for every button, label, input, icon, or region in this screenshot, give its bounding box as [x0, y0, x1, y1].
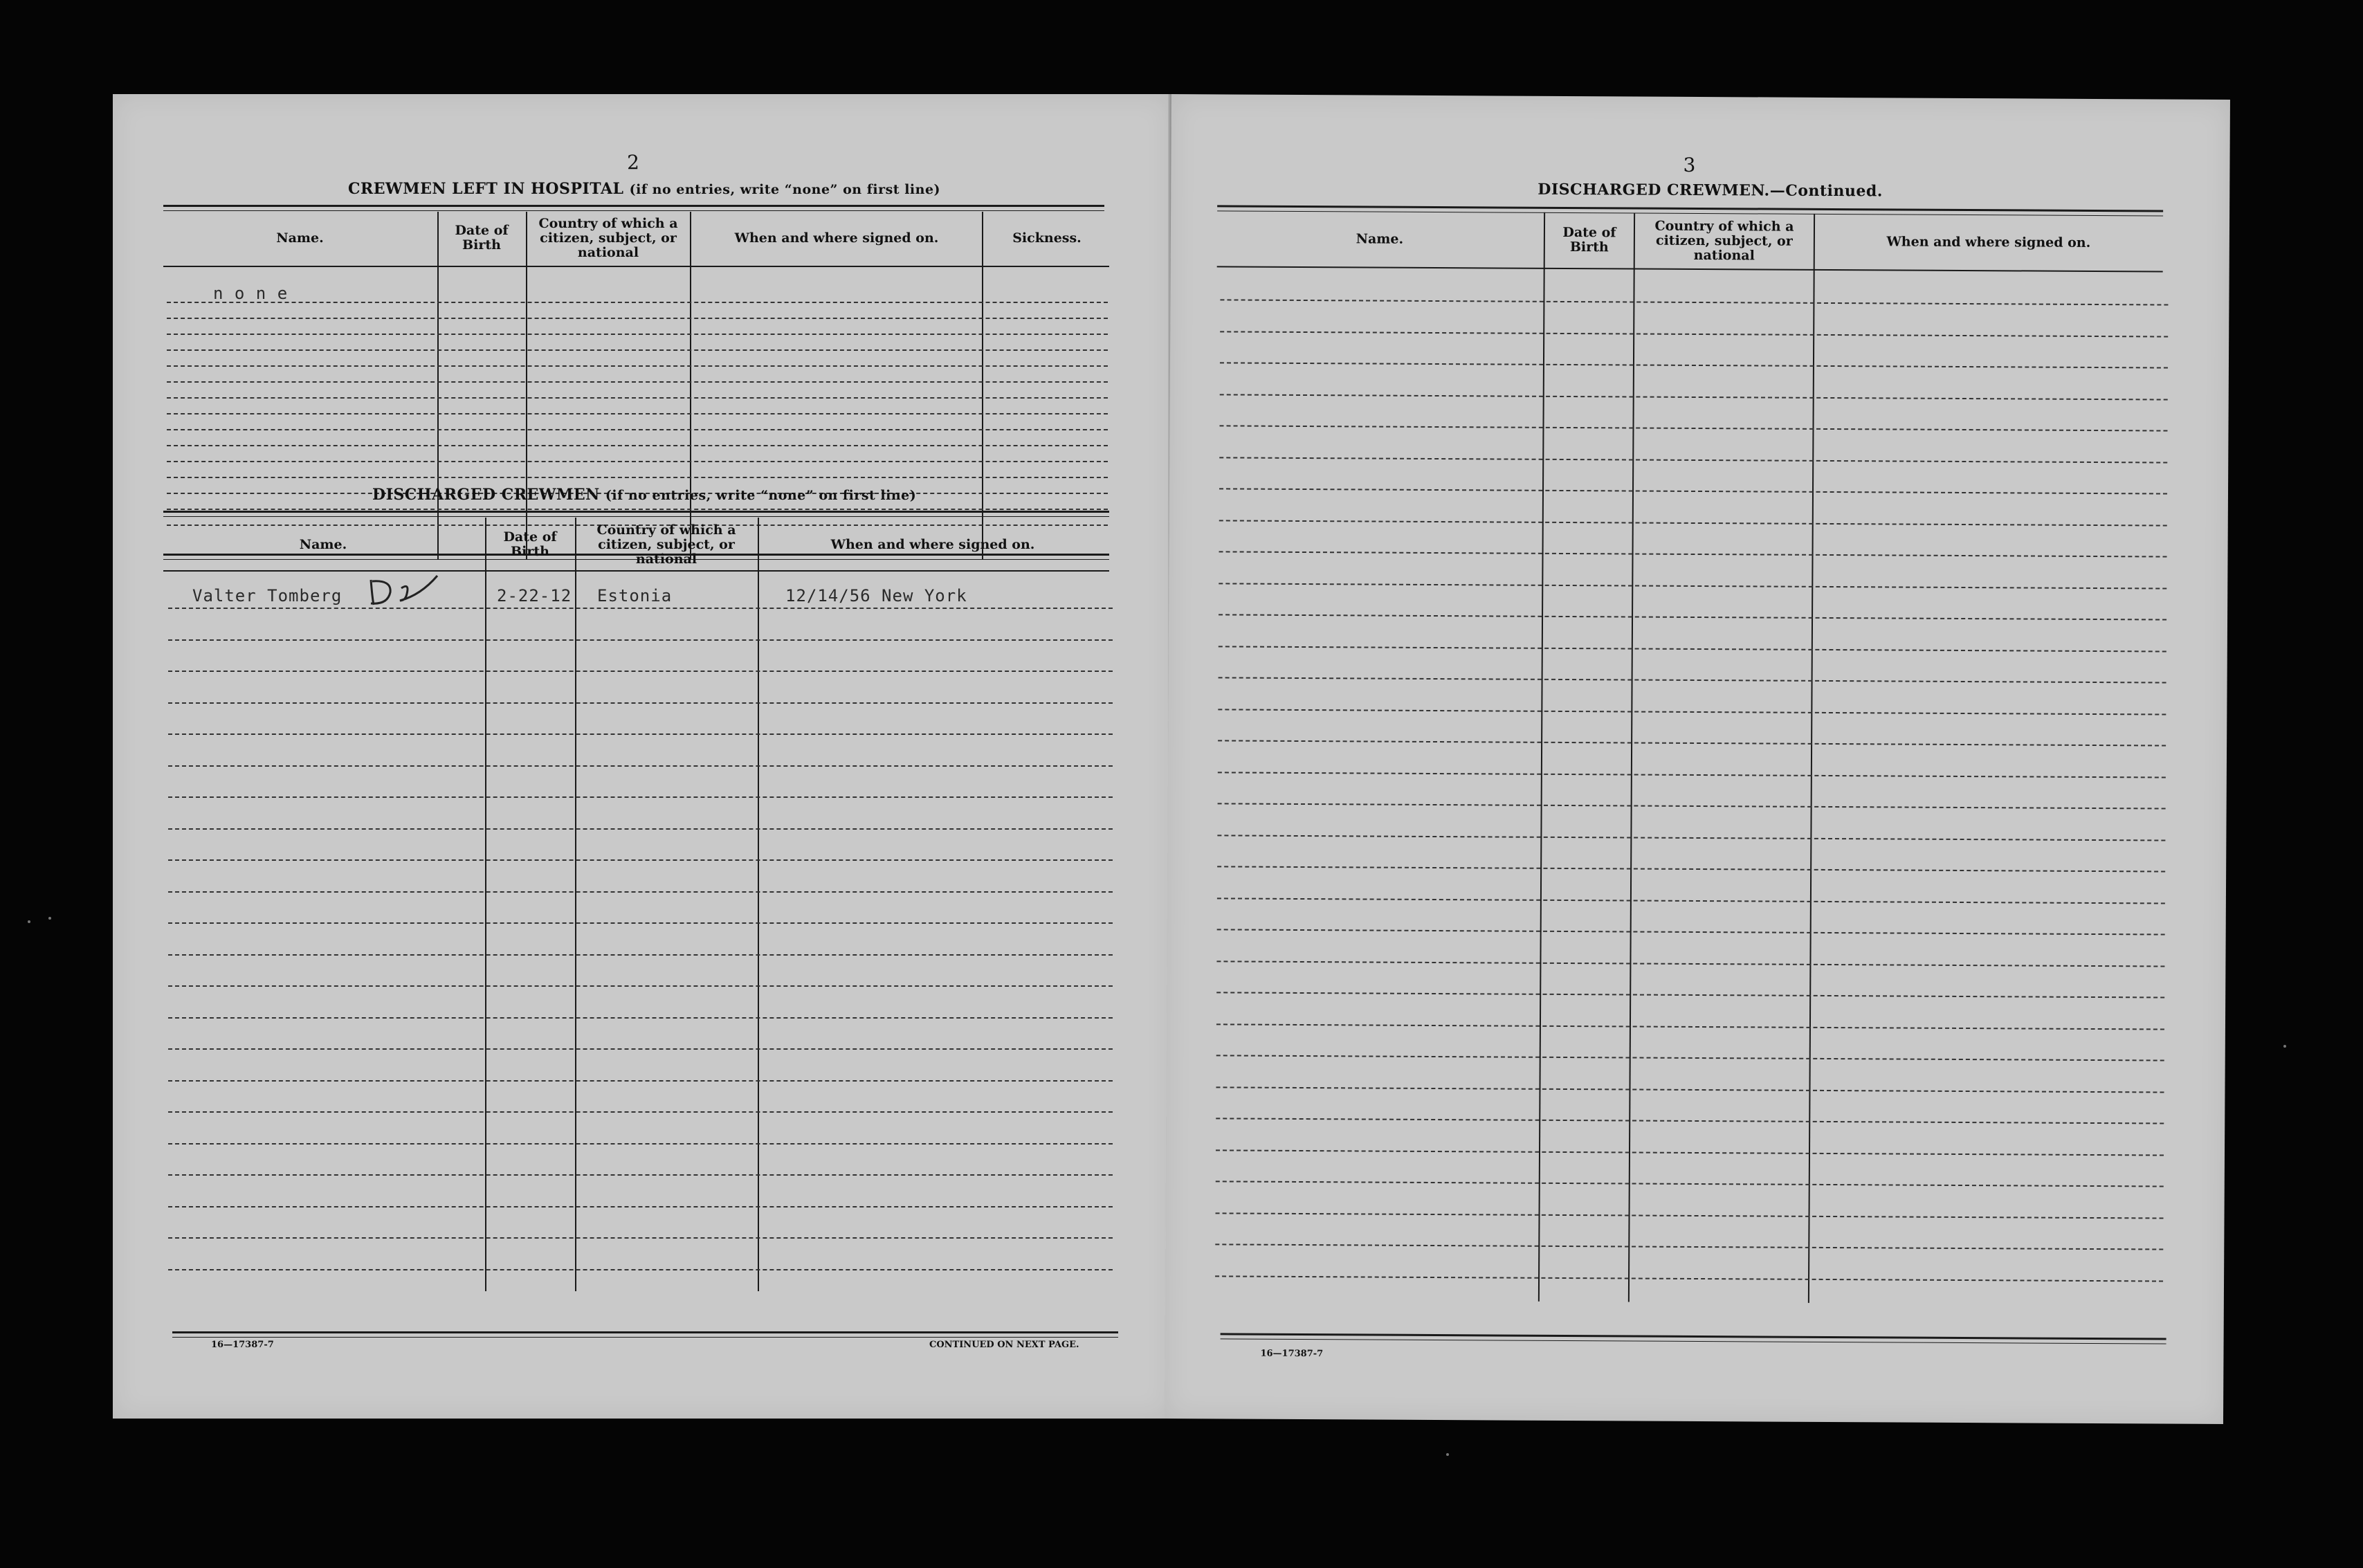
hospital-vrule-1 [437, 212, 439, 559]
crewman-dob: 2-22-12 [497, 586, 572, 605]
hospital-entry-line [167, 318, 1108, 319]
discharged-entry-line [168, 1174, 1113, 1176]
hospital-entry-line [167, 365, 1108, 367]
discharged-entry-line [168, 954, 1113, 956]
continued-entry-line [1216, 960, 2164, 967]
crewman-name: Valter Tomberg [192, 586, 343, 605]
discharged-entry-line [168, 985, 1113, 987]
continued-entry-line [1219, 646, 2166, 652]
continued-entry-line [1216, 1023, 2164, 1030]
hospital-entry-line [167, 461, 1108, 462]
discharged-entry-line [168, 922, 1113, 924]
discharged-col-name: Name. [299, 536, 347, 552]
hospital-top-rule [163, 205, 1104, 211]
hospital-header-rule [163, 266, 1109, 267]
hospital-col-signed-on: When and where signed on. [734, 230, 939, 246]
discharged-entry-line [168, 1269, 1113, 1270]
continued-note: CONTINUED ON NEXT PAGE. [929, 1340, 1079, 1350]
continued-entry-line [1219, 457, 2167, 463]
right-vrule-1 [1538, 212, 1545, 1302]
discharged-entry-line [168, 765, 1113, 767]
crewman-country: Estonia [597, 586, 673, 605]
right-page [1165, 94, 2230, 1424]
hospital-entry-line [167, 509, 1108, 510]
hospital-entry-line [167, 477, 1108, 478]
right-section-title: DISCHARGED CREWMEN.—Continued. [1538, 180, 1883, 201]
continued-entry-line [1217, 866, 2165, 872]
continued-entry-line [1215, 1243, 2163, 1250]
right-col-dob: Date of Birth [1562, 224, 1616, 255]
continued-entry-line [1219, 614, 2166, 620]
discharged-col-signed-on: When and where signed on. [830, 536, 1035, 552]
hospital-vrule-2 [526, 212, 527, 559]
continued-entry-line [1215, 1275, 2163, 1282]
hospital-vrule-4 [982, 212, 983, 559]
discharged-instruction: (if no entries, write “none” on first line) [605, 488, 917, 503]
hospital-col-name: Name. [276, 230, 324, 246]
continued-entry-line [1219, 488, 2167, 494]
hospital-entry-line [167, 334, 1108, 335]
discharged-col-country: Country of which a citizen, subject, or national [596, 522, 736, 567]
hospital-vrule-3 [690, 212, 691, 559]
discharged-entry-line [168, 733, 1113, 735]
hospital-entry-line [167, 302, 1108, 303]
hospital-col-country: Country of which a citizen, subject, or national [538, 215, 678, 260]
page-number: 3 [1683, 153, 1696, 176]
discharged-entry-line [168, 1206, 1113, 1207]
continued-entry-line [1216, 1212, 2164, 1219]
discharged-entry-line [168, 891, 1113, 893]
page-number: 2 [627, 151, 639, 174]
right-col-signed-on: When and where signed on. [1886, 233, 2091, 250]
continued-entry-line [1219, 551, 2167, 557]
handwritten-mark [365, 570, 455, 612]
right-vrule-3 [1808, 214, 1815, 1303]
discharged-entry-line [168, 671, 1113, 672]
discharged-entry-line [168, 608, 1113, 609]
continued-entry-line [1219, 520, 2167, 526]
hospital-entry-line [167, 381, 1108, 383]
continued-entry-line [1216, 1149, 2164, 1156]
discharged-section-title [372, 486, 916, 504]
continued-entry-line [1218, 709, 2166, 715]
hospital-title-text: CREWMEN LEFT IN HOSPITAL [348, 180, 624, 198]
continued-entry-line [1220, 362, 2168, 368]
continued-entry-line [1216, 1118, 2164, 1124]
continued-entry-line [1217, 929, 2165, 935]
continued-entry-line [1220, 331, 2168, 337]
hospital-entry-line [167, 429, 1108, 430]
hospital-entry-line [167, 349, 1108, 351]
continued-entry-line [1219, 677, 2166, 683]
hospital-first-entry: n o n e [213, 284, 289, 303]
hospital-entry-line [167, 413, 1108, 414]
continued-entry-line [1219, 583, 2166, 589]
continued-entry-line [1216, 992, 2164, 998]
discharged-title-text: DISCHARGED CREWMEN [372, 486, 600, 504]
continued-entry-line [1216, 1055, 2164, 1061]
form-number: 16—17387-7 [1260, 1348, 1324, 1360]
continued-entry-line [1216, 1180, 2164, 1187]
discharged-entry-line [168, 796, 1113, 798]
continued-entry-line [1216, 1086, 2164, 1093]
hospital-col-sickness: Sickness. [1012, 230, 1082, 246]
hospital-entry-line [167, 397, 1108, 399]
discharged-col-dob: Date of Birth [503, 529, 557, 559]
crewman-signed-on: 12/14/56 New York [785, 586, 967, 605]
continued-entry-line [1220, 299, 2168, 305]
discharged-top-rule [163, 511, 1109, 517]
discharged-entry-line [168, 1143, 1113, 1145]
continued-entry-line [1217, 897, 2165, 904]
left-page [113, 94, 1171, 1419]
form-number: 16—17387-7 [211, 1340, 274, 1350]
discharged-header-rule [163, 570, 1109, 572]
right-bottom-rule [1221, 1333, 2166, 1344]
right-col-name: Name. [1356, 230, 1404, 247]
continued-entry-line [1218, 740, 2166, 746]
discharged-entry-line [168, 1048, 1113, 1050]
hospital-col-dob: Date of Birth [455, 223, 509, 253]
continued-entry-line [1218, 772, 2166, 778]
hospital-instruction: (if no entries, write “none” on first line) [629, 182, 941, 197]
discharged-entry-line [168, 1237, 1113, 1239]
discharged-entry-line [168, 702, 1113, 704]
discharged-entry-line [168, 1017, 1113, 1019]
continued-entry-line [1220, 394, 2168, 400]
continued-entry-line [1217, 835, 2165, 841]
hospital-entry-line [167, 445, 1108, 446]
discharged-entry-line [168, 639, 1113, 641]
continued-entry-line [1219, 425, 2167, 431]
continued-entry-line [1218, 803, 2166, 809]
right-vrule-2 [1628, 213, 1635, 1302]
hospital-section-title [348, 180, 940, 198]
discharged-entry-line [168, 828, 1113, 830]
discharged-entry-line [168, 859, 1113, 861]
discharged-bottom-rule [172, 1331, 1118, 1338]
discharged-entry-line [168, 1080, 1113, 1082]
right-col-country: Country of which a citizen, subject, or national [1654, 218, 1794, 263]
discharged-entry-line [168, 1111, 1113, 1113]
